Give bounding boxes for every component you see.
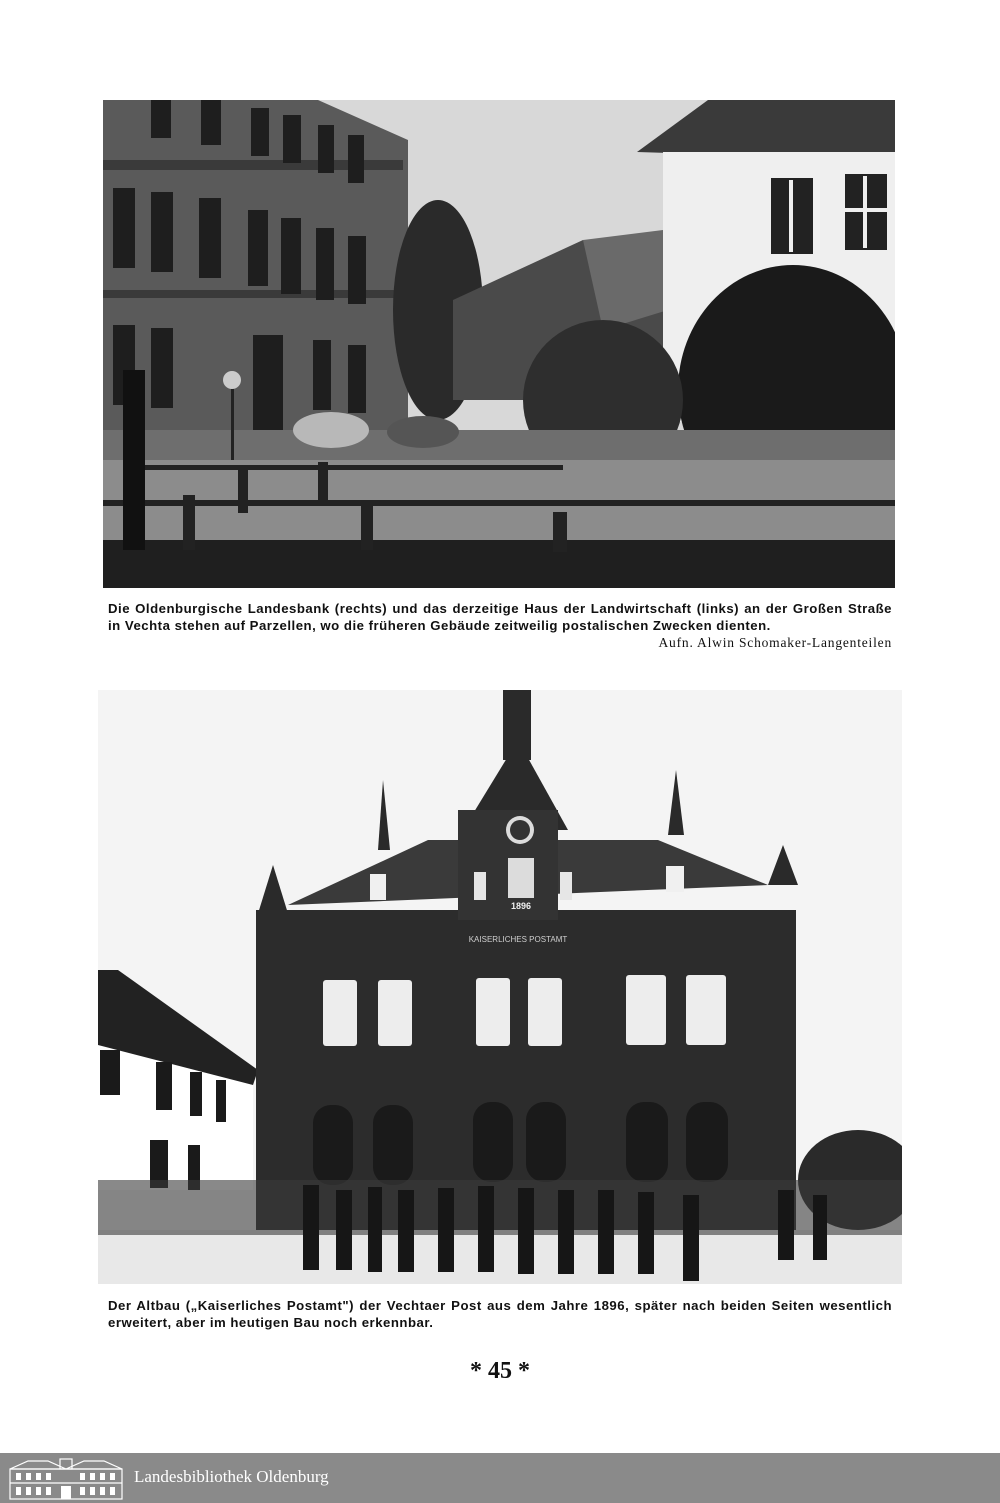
- caption-top: [108, 600, 892, 651]
- library-name[interactable]: Landesbibliothek Oldenburg: [134, 1467, 329, 1486]
- page-number: * 45 *: [470, 1358, 530, 1384]
- photo-landesbank-image: [103, 100, 895, 588]
- photo-postamt-image: [98, 690, 902, 1284]
- library-building-icon: [8, 1455, 124, 1501]
- postamt-year: 1896: [510, 901, 532, 911]
- postamt-sign: KAISERLICHES POSTAMT: [468, 935, 568, 944]
- caption-top-text: Die Oldenburgische Landesbank (rechts) und das derzeitige Haus der Landwirtschaft (links) an der Großen Straße in Vechta stehen auf Parzellen, wo die früheren Gebäude zeitweilig postalischen Zwecken dienten.: [108, 601, 892, 633]
- caption-bottom: [108, 1297, 892, 1331]
- caption-bottom-text: Der Altbau („Kaiserliches Postamt") der Vechtaer Post aus dem Jahre 1896, später nach beiden Seiten wesentlich erweitert, aber im heutigen Bau noch erkennbar.: [108, 1298, 892, 1330]
- footer-bar: [0, 1453, 1000, 1503]
- photo-credit: Aufn. Alwin Schomaker-Langenteilen: [658, 635, 892, 650]
- photo-postamt: [98, 690, 902, 1284]
- photo-landesbank: [103, 100, 895, 588]
